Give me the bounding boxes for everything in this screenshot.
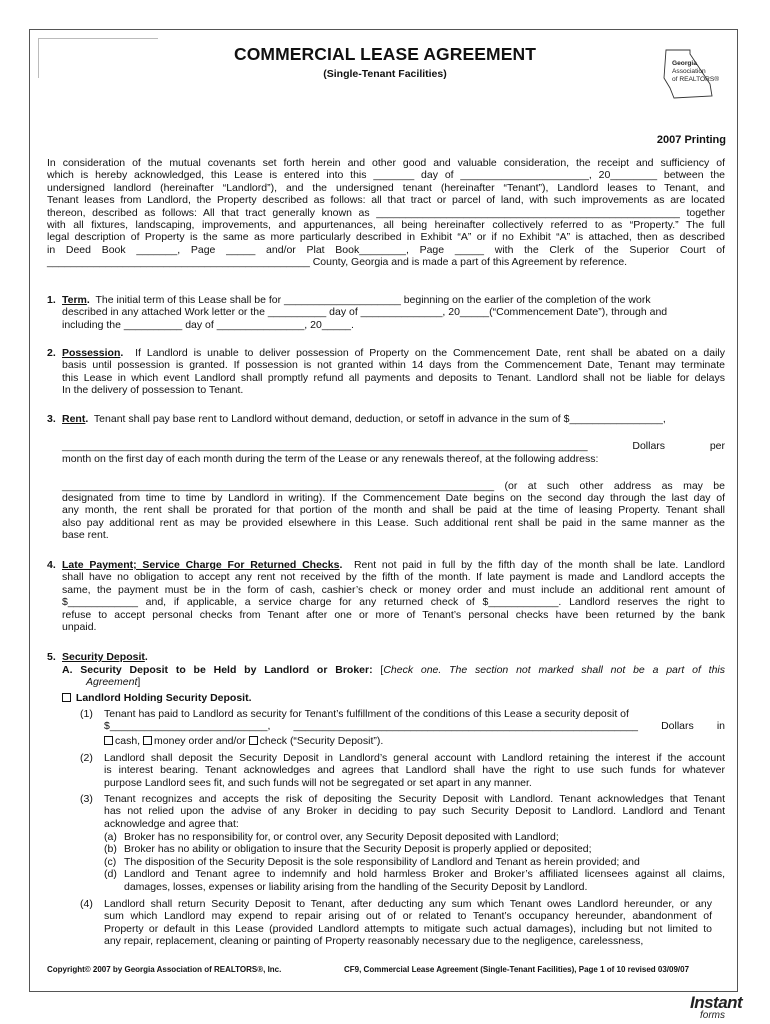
section-2: Possession. If Landlord is unable to deliver possession of Property on the Commencement Date, rent shall be abated on a daily basis until possession is granted. If possession is not granted within 14 days from the Commencement Date, Tenant may terminate this Lease in which event Landlord shall promptly refund all payments and deposits to Tenant. Landlord shall not be liable for delays In the delivery of possession to Tenant. — [62, 347, 725, 397]
para-1-number: (1) — [80, 708, 93, 720]
section-2-line: If Landlord is unable to deliver possession of Property on the Commencement Date, rent shall be abated on a daily — [135, 347, 725, 359]
para-4-line: Property or default in this Lease (provided Landlord attempts to mitigate such actual damages), including but not limited to — [104, 922, 712, 935]
check-label: check (“Security Deposit”). — [259, 734, 384, 747]
section-1-line: including the __________ day of _______________, 20_____. — [62, 318, 354, 331]
section-3-line: month on the first day of each month during the term of the Lease or any renewals thereof, at the following address: — [62, 453, 599, 465]
intro-line: _____________________________________________ County, Georgia and is made a part of this Agreement by reference. — [47, 256, 628, 269]
section-4-number: 4. — [47, 559, 56, 571]
intro-line: undersigned landlord (hereinafter “Landlord”), and the undersigned tenant (hereinafter “Tenant”), Landlord leases to Tenant, and — [47, 181, 725, 194]
subitem-a — [104, 831, 725, 843]
subitem-d-continued: damages, losses, expenses or liability arising from the handling of the Security Deposit by Landlord. — [124, 880, 588, 893]
section-3-line: __________________________________________________________________________ (or at such other address as may be — [62, 480, 725, 492]
section-5-heading: Security Deposit — [62, 651, 145, 663]
instanet-forms-logo-sub: forms — [700, 1010, 725, 1021]
intro-line: In consideration of the mutual covenants set forth herein and other good and valuable consideration, the receipt and sufficiency of — [47, 157, 725, 169]
intro-line: in Deed Book _______, Page _____ and/or Plat Book________, Page _____ with the Clerk of the Superior Court of — [47, 243, 725, 256]
subitem-letter: (a) — [104, 831, 117, 843]
section-5-number: 5. — [47, 651, 56, 663]
check-checkbox[interactable] — [249, 736, 258, 745]
section-1-heading: Term — [62, 294, 87, 306]
section-3-line: base rent. — [62, 529, 109, 542]
section-5a-label: A. Security Deposit to be Held by Landlord or Broker: — [62, 664, 373, 676]
para-2 — [104, 752, 725, 789]
intro-line: thereon, described as follows: All that tract generally known as ____________________________________________________ together — [47, 206, 725, 219]
subitem-text: Broker has no responsibility for, or control over, any Security Deposit deposited with Landlord; — [124, 831, 559, 843]
para-3-line: acknowledge and agree that: — [104, 817, 239, 830]
section-4-line: refuse to accept personal checks from Tenant after one or more of Tenant’s personal checks have been returned by the bank — [62, 608, 725, 621]
para-2-line: purpose Landlord sees fit, and such funds will not be segregated or set apart in any manner. — [104, 776, 532, 789]
section-1-line: The initial term of this Lease shall be for ____________________ beginning on the earlier of the completion of the work — [95, 294, 651, 306]
intro-paragraph — [47, 157, 725, 269]
section-3-number: 3. — [47, 413, 56, 425]
section-4-line: unpaid. — [62, 621, 97, 634]
section-3-heading: Rent — [62, 413, 86, 425]
money-order-label: money order and/or — [154, 734, 246, 747]
section-4-heading: Late Payment; Service Charge For Returned Checks — [62, 559, 340, 571]
section-3-line: designated from time to time by Landlord in writing). If the Commencement Date begins on the second day through the last day of — [62, 492, 725, 504]
gar-logo — [660, 48, 726, 100]
landlord-holding-label: Landlord Holding Security Deposit. — [75, 692, 252, 704]
section-1: Term. The initial term of this Lease shall be for ____________________ beginning on the earlier of the completion of the work described in any attached Work letter or the __________ day of ______________, 20_____(“Commencement Date”), through and including the __________ day of _______________, 20_____. — [62, 294, 698, 331]
para-1-line: $___________________________, ___________________________________________________________ Dollars in — [104, 720, 725, 733]
cash-checkbox[interactable] — [104, 736, 113, 745]
subitem-letter: (c) — [104, 855, 117, 868]
subitem-c — [104, 856, 725, 868]
section-4: Late Payment; Service Charge For Returned Checks. Rent not paid in full by the fifth day of the month shall be late. Landlord shall have no obligation to accept any rent not received by the fifth of the month. If late payment is made and Landlord accepts the same, the payment must be in the form of cash, cashier’s check or money order and must include an additional rent amount of $____________ and, if applicable, a service charge for any returned check of $____________. Landlord reserves the right to refuse to accept personal checks from Tenant after one or more of Tenant’s personal checks have been returned by the bank unpaid. — [62, 559, 725, 634]
section-3: Rent. Tenant shall pay base rent to Landlord without demand, deduction, or setoff in advance in the sum of $________________, — [62, 413, 666, 425]
section-2-number: 2. — [47, 347, 56, 359]
section-5-heading-row: Security Deposit. — [62, 651, 148, 663]
document-subtitle: (Single-Tenant Facilities) — [323, 68, 447, 80]
section-2-heading: Possession — [62, 347, 121, 359]
section-4-line: shall have no obligation to accept any rent not received by the fifth of the month. If late payment is made and Landlord accepts the — [62, 571, 725, 584]
para-1 — [104, 708, 725, 747]
intro-line: with all fixtures, landscaping, improvements, and appurtenances, all being hereinafter collectively referred to as “Property.” The full — [47, 219, 725, 232]
para-4-number: (4) — [80, 898, 93, 910]
cash-label: cash, — [115, 734, 141, 747]
section-3-line: any month, the rent shall be prorated for that portion of the month and shall be paid at the time of leasing Property. Tenant shall — [62, 504, 725, 517]
section-5a: A. Security Deposit to be Held by Landlord or Broker: [Check one. The section not marked shall not be a part of this Agreement] — [62, 664, 725, 689]
printing-year: 2007 Printing — [656, 134, 726, 146]
para-4-line: Landlord shall return Security Deposit to Tenant, after deducting any sum which Tenant owes Landlord hereunder, or any — [104, 898, 712, 910]
section-4-line: Rent not paid in full by the fifth day of the month shall be late. Landlord — [353, 559, 725, 571]
money-order-checkbox[interactable] — [143, 736, 152, 745]
section-1-number: 1. — [47, 294, 56, 306]
instanet-forms-logo: Instant — [690, 993, 743, 1012]
section-5a-instruction: Check one. The section not marked shall not be a part of this — [383, 664, 725, 676]
subitem-b — [104, 843, 725, 855]
subitem-d — [104, 868, 725, 880]
para-3 — [104, 793, 725, 830]
landlord-holding-checkbox[interactable] — [62, 693, 71, 702]
landlord-holding-row — [62, 692, 252, 704]
para-3-line: Tenant recognizes and accepts the risk of depositing the Security Deposit with Landlord. Tenant acknowledges that Tenant — [104, 793, 725, 805]
para-4-line: any repair, replacement, cleaning or painting of Property reasonably necessary due to the negligence, carelessness, — [104, 935, 644, 948]
subitem-text: Broker has no ability or obligation to insure that the Security Deposit is properly applied or deposited; — [124, 843, 592, 856]
subitem-text: Landlord and Tenant agree to indemnify and hold harmless Broker and Broker’s affiliated licensees against all claims, — [124, 868, 725, 881]
para-2-line: Landlord shall deposit the Security Deposit in Landlord’s general account with Landlord retaining the interest if the account — [104, 752, 725, 764]
footer-form-info: CF9, Commercial Lease Agreement (Single-Tenant Facilities), Page 1 of 10 revised 03/09/07 — [344, 965, 690, 974]
subitem-letter: (b) — [104, 843, 117, 856]
section-3-body — [62, 492, 725, 542]
footer-copyright: Copyright© 2007 by Georgia Association of REALTORS®, Inc. — [47, 965, 282, 974]
section-1-line: described in any attached Work letter or the __________ day of ______________, 20_____(“Commencement Date”), through and — [62, 306, 668, 319]
section-4-line: $____________ and, if applicable, a service charge for any returned check of $____________. Landlord reserves the right to — [62, 596, 725, 609]
para-1-line: Tenant has paid to Landlord as security for Tenant’s fulfillment of the conditions of this Lease a security deposit of — [104, 708, 629, 720]
document-title: COMMERCIAL LEASE AGREEMENT — [233, 44, 537, 64]
section-4-line: same, the payment must be in the form of cash, cashier’s check or money order and must include an additional rent amount of — [62, 583, 725, 596]
logo-line-3: of REALTORS® — [672, 76, 720, 83]
intro-line: Tenant leases from Landlord, the Property described as follows: all that tract or parcel of land, with such improvements as are located — [47, 194, 725, 207]
para-2-line: is interest bearing. Tenant acknowledges and agrees that Landlord shall have the right to use such funds for whatever — [104, 764, 725, 777]
intro-line: which is hereby acknowledged, this Lease is entered into this _______ day of ______________________, 20________ between the — [47, 169, 725, 182]
para-3-subitems — [104, 831, 725, 893]
section-5a-instruction-2: Agreement — [86, 676, 138, 689]
subitem-letter: (d) — [104, 868, 117, 881]
section-2-line: basis until possession is granted. If possession is not granted within 14 days from the Commencement Date, Tenant may terminate — [62, 359, 725, 372]
para-2-number: (2) — [80, 752, 93, 764]
logo-line-2: Association — [672, 68, 706, 75]
section-2-line: this Lease in which event Landlord shall promptly refund all payments and deposits to Tenant. Landlord shall not be liable for delays — [62, 371, 725, 384]
section-3-line: __________________________________________________________________________________________ Dollars per — [62, 440, 725, 452]
para-3-line: has not relied upon the advise of any Broker in deciding to pay such Security Deposit to Landlord. Landlord and Tenant — [104, 805, 725, 818]
logo-line-1: Georgia — [672, 60, 697, 67]
para-4 — [104, 898, 712, 948]
corner-mark — [38, 38, 158, 39]
section-2-line: In the delivery of possession to Tenant. — [62, 384, 244, 397]
section-3-line: Tenant shall pay base rent to Landlord without demand, deduction, or setoff in advance in the sum of $________________, — [93, 413, 666, 425]
para-3-number: (3) — [80, 793, 93, 805]
para-4-line: sum which Landlord may expend to repair arising out of or related to Tenant’s occupancy hereunder, abandonment of — [104, 910, 712, 923]
intro-line: legal description of Property is the same as more particularly described in Exhibit “A” or if no Exhibit “A” is attached, then as described — [47, 231, 725, 244]
section-3-line: also pay additional rent as may be provided elsewhere in this Lease. Such additional rent shall be paid in the same manner as the — [62, 516, 725, 529]
subitem-text: The disposition of the Security Deposit is the sole responsibility of Landlord and Tenant as herein provided; and — [124, 855, 640, 868]
